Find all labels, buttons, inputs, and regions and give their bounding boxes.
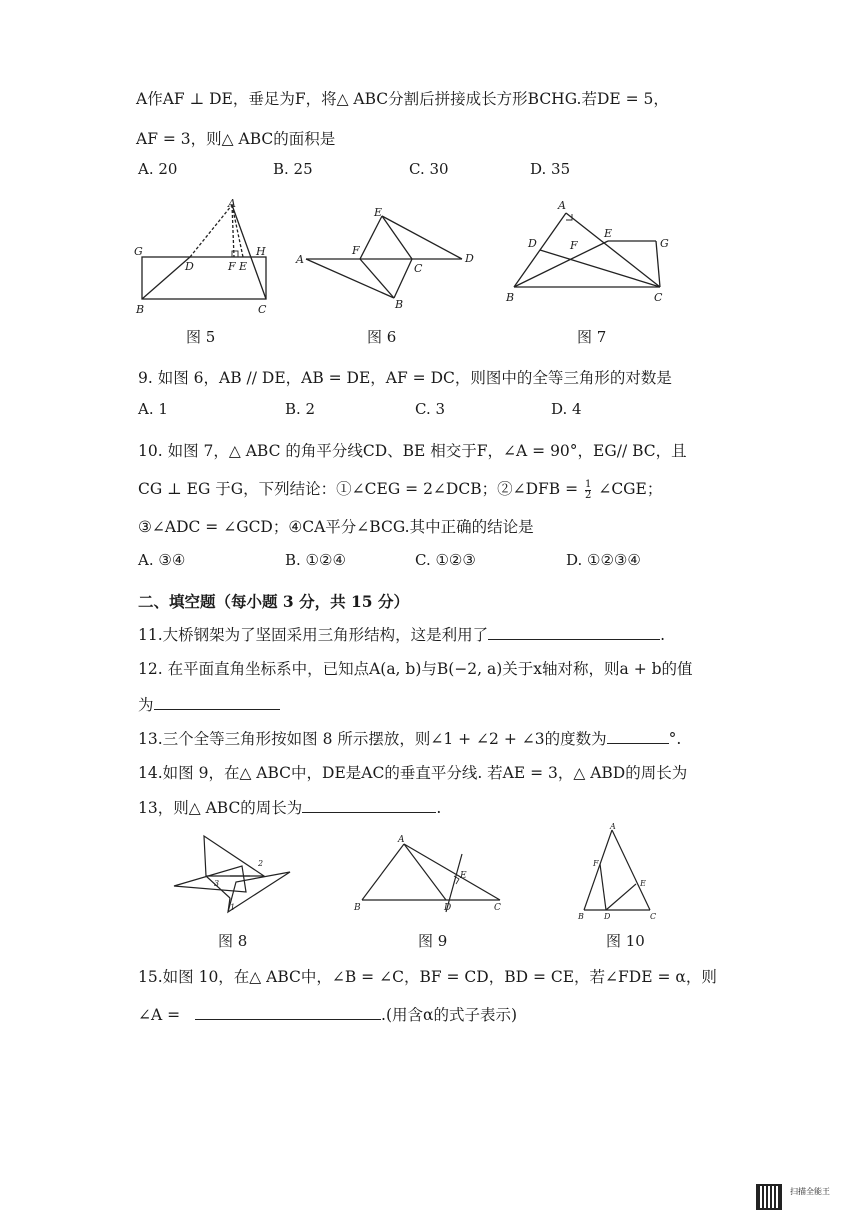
q8-option-b: B. 25 [273,160,313,178]
q15-line2-suffix: .(用含α的式子表示) [381,1006,518,1024]
fig7-label-g: G [660,237,669,250]
q11-text: 11.大桥钢架为了坚固采用三角形结构，这是利用了 [138,626,489,644]
scanner-watermark: 扫描全能王 [790,1187,830,1196]
q15-line2-prefix: ∠A = [138,1006,181,1024]
fig7-label-d: D [528,237,537,250]
q9-text: 9. 如图 6，AB // DE，AB = DE，AF = DC，则图中的全等三角形的对数是 [138,369,672,387]
q13-answer-blank[interactable] [607,729,669,744]
q10-option-c: C. ①②③ [415,551,476,569]
fig10-label-e: E [640,879,646,888]
q8-option-a: A. 20 [138,160,178,178]
fig9-label-e: E [460,871,467,881]
figure-10 [572,822,662,922]
q8-option-c: C. 30 [409,160,449,178]
section-2-title: 二、填空题（每小题 3 分，共 15 分） [138,592,409,611]
q10-line2-suffix: ∠CGE； [598,480,663,498]
fig6-label-f: F [352,244,360,257]
figure-10-caption: 图 10 [606,932,645,950]
q15-line1: 15.如图 10，在△ ABC中，∠B = ∠C，BF = CD，BD = CE，若∠FDE = α，则 [138,968,717,986]
fig9-label-d: D [444,903,452,913]
q12-line1: 12. 在平面直角坐标系中，已知点A(a, b)与B(−2, a)关于x轴对称，则a + b的值 [138,660,693,678]
fig10-label-f: F [593,859,599,868]
q14-answer-blank[interactable] [302,798,436,813]
q10-line2-prefix: CG ⊥ EG 于G，下列结论：①∠CEG = 2∠DCB；②∠DFB = [138,480,579,498]
fig5-label-e: E [239,260,248,273]
q10-option-d: D. ①②③④ [566,551,641,569]
q8-line2: AF = 3，则△ ABC的面积是 [136,130,336,148]
fig10-label-d: D [604,912,611,921]
fig8-label-3: 3 [214,879,220,888]
q13-text: 13.三个全等三角形按如图 8 所示摆放，则∠1 + ∠2 + ∠3的度数为 [138,730,607,748]
fig9-label-c: C [494,903,501,913]
q9-option-d: D. 4 [551,400,582,418]
fig7-label-b: B [506,291,515,304]
figure-7-caption: 图 7 [577,328,607,346]
q10-option-b: B. ①②④ [285,551,346,569]
fig5-label-c: C [258,303,267,316]
fig5-label-h: H [256,245,266,258]
q14-line2-text: 13，则△ ABC的周长为 [138,799,303,817]
q11-end: . [660,626,666,644]
q12-line2-text: 为 [138,696,154,714]
fig7-label-f: F [570,239,578,252]
q14-end: . [436,799,442,817]
q15-line2 [138,1004,517,1026]
fig6-label-c: C [414,262,423,275]
q13-end: °. [668,730,682,748]
fig7-label-e: E [604,227,613,240]
q10-option-a: A. ③④ [138,551,186,569]
figure-6 [292,200,482,312]
figure-5-caption: 图 5 [186,328,216,346]
q8-line1: A作AF ⊥ DE，垂足为F，将△ ABC分割后拼接成长方形BCHG.若DE = 5， [136,90,669,108]
q8-option-d: D. 35 [530,160,571,178]
fig7-label-c: C [654,291,663,304]
fig5-label-d: D [185,260,194,273]
figure-8 [170,832,294,922]
q10-line2 [138,478,662,501]
q9-option-c: C. 3 [415,400,446,418]
fig8-label-2: 2 [258,859,264,868]
q12-answer-blank[interactable] [154,695,280,710]
q14-line2 [138,797,441,819]
q13 [138,728,681,750]
fig6-label-d: D [465,252,474,265]
fig5-label-b: B [136,303,145,316]
q10-fraction-denominator: 2 [585,489,592,501]
figure-9-caption: 图 9 [418,932,448,950]
fig9-label-b: B [354,903,361,913]
figure-6-caption: 图 6 [367,328,397,346]
fig8-label-1: 1 [230,903,236,912]
q15-answer-blank[interactable] [195,1005,381,1020]
figure-5 [130,195,280,320]
figure-7 [500,195,680,310]
fig9-label-a: A [398,835,405,845]
q10-line1: 10. 如图 7，△ ABC 的角平分线CD、BE 相交于F，∠A = 90°，EG// BC，且 [138,442,687,460]
fig10-label-b: B [578,912,584,921]
q11 [138,624,665,646]
q10-fraction [585,480,591,501]
fig10-label-c: C [650,912,657,921]
fig6-label-e: E [374,206,383,219]
q12-line2 [138,694,280,716]
q10-line3: ③∠ADC = ∠GCD；④CA平分∠BCG.其中正确的结论是 [138,518,534,536]
fig5-label-g: G [134,245,143,258]
figure-8-caption: 图 8 [218,932,248,950]
qr-code-icon [756,1184,782,1210]
fig5-label-f: F [228,260,236,273]
fig6-label-a: A [296,253,304,266]
fig6-label-b: B [395,298,404,311]
q9-option-a: A. 1 [138,400,168,418]
q14-line1: 14.如图 9，在△ ABC中，DE是AC的垂直平分线. 若AE = 3，△ ABD的周长为 [138,764,688,782]
fig10-label-a: A [610,822,616,831]
q10-fraction-numerator: 1 [585,478,592,490]
fig7-label-a: A [558,199,566,212]
q11-answer-blank[interactable] [488,625,660,640]
figure-9 [348,832,508,920]
fig5-label-a: A [228,197,236,210]
q9-option-b: B. 2 [285,400,316,418]
